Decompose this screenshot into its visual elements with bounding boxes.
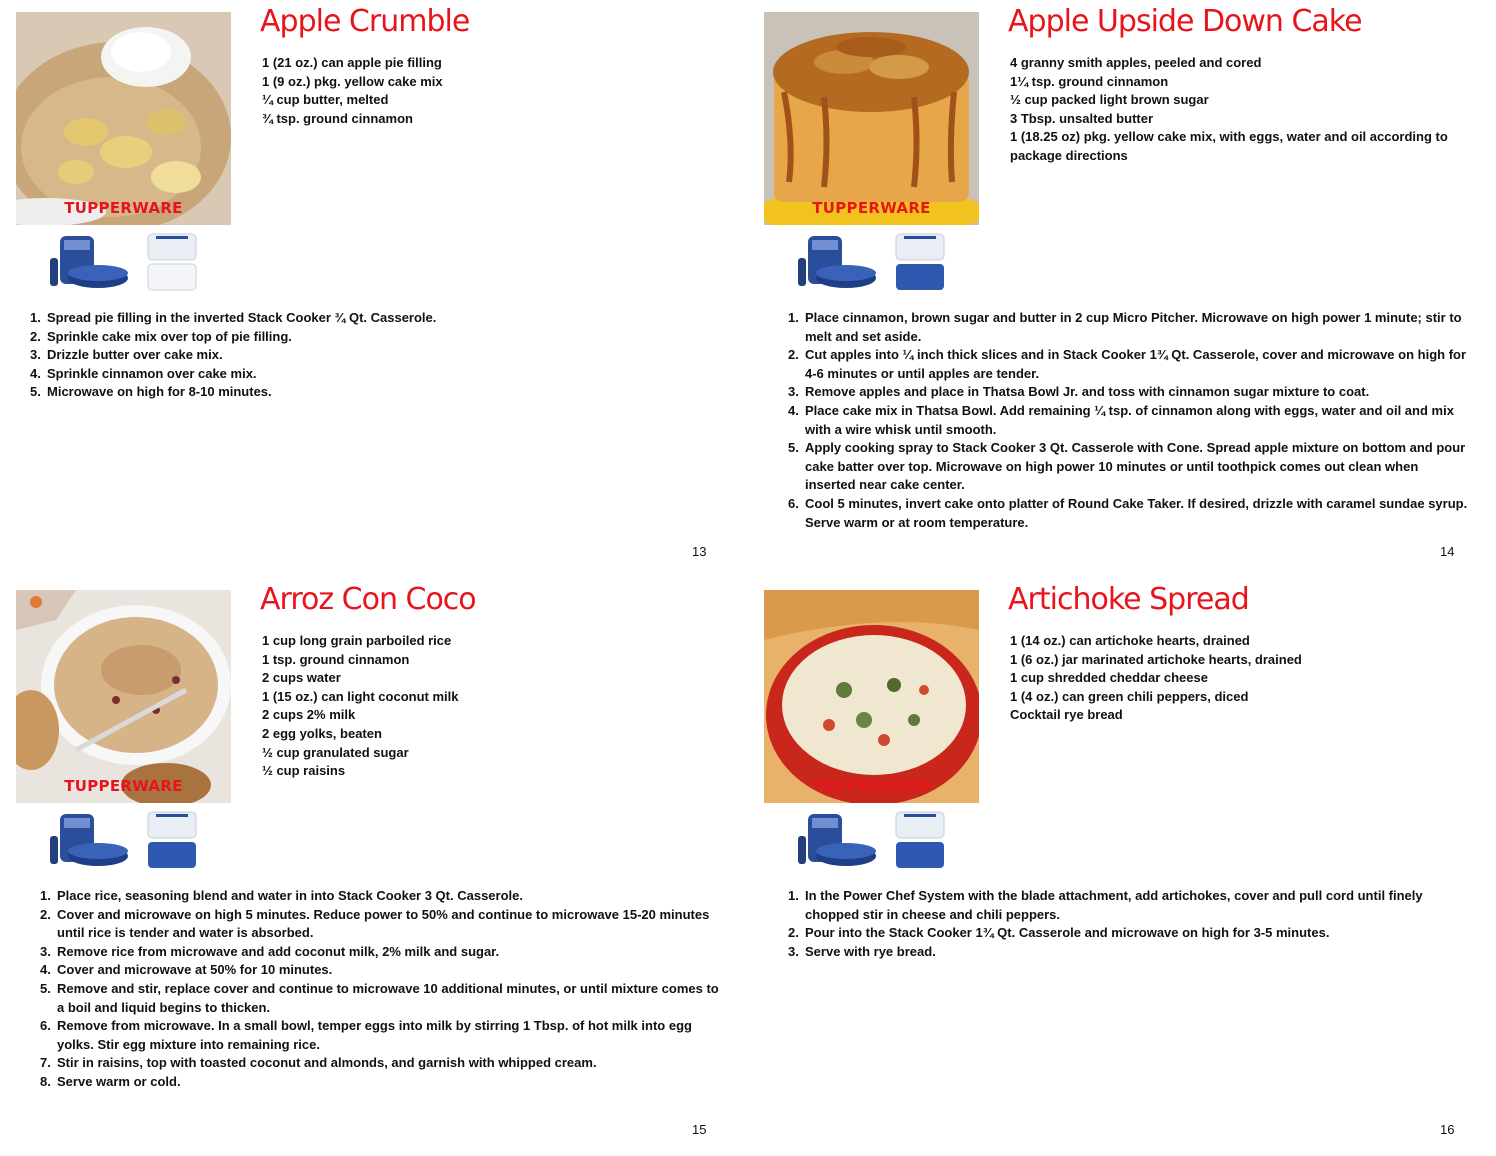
instruction-step: 2. Sprinkle cake mix over top of pie filling. xyxy=(30,328,292,344)
instruction-step: 1. In the Power Chef System with the blade attachment, add artichokes, cover and pull cord until finely chopped stir in cheese and chili peppers. xyxy=(788,888,1423,922)
ingredient-item: 1 tsp. ground cinnamon xyxy=(262,651,410,667)
instruction-step: 2. Pour into the Stack Cooker 1¾ Qt. Casserole and microwave on high for 3-5 minutes. xyxy=(788,925,1330,941)
ingredient-item: 1 (15 oz.) can light coconut milk xyxy=(262,688,459,704)
ingredient-item: ½ cup packed light brown sugar xyxy=(1010,92,1209,108)
instruction-step: 5. Apply cooking spray to Stack Cooker 3 Qt. Casserole with Cone. Spread apple mixture on bottom and pour cake batter over top. Microwave on high power 10 minutes or until toothpick comes out clean when inserted near cake center. xyxy=(788,440,1466,493)
ingredient-item: package directions xyxy=(1010,147,1128,163)
ingredient-list xyxy=(262,632,458,781)
instruction-step: 6. Cool 5 minutes, invert cake onto platter of Round Cake Taker. If desired, drizzle with caramel sundae syrup. Serve warm or at room temperature. xyxy=(788,495,1468,530)
artichoke-spread-image xyxy=(764,590,979,803)
recipe-apple-crumble xyxy=(0,0,748,578)
stack-cooker-product-icon xyxy=(48,806,208,876)
ingredient-item: ½ cup raisins xyxy=(262,763,346,779)
recipe-artichoke-spread xyxy=(748,578,1496,1156)
ingredient-item: 1 (4 oz.) can green chili peppers, diced xyxy=(1010,688,1249,704)
page-number: 15 xyxy=(692,1122,707,1137)
ingredient-item: 2 egg yolks, beaten xyxy=(262,725,382,741)
tupperware-watermark: TUPPERWARE xyxy=(812,199,931,217)
ingredient-item: 2 cups 2% milk xyxy=(262,707,356,723)
instruction-step: 4. Sprinkle cinnamon over cake mix. xyxy=(30,365,257,381)
page-number: 14 xyxy=(1440,544,1455,559)
page-number: 13 xyxy=(692,544,707,559)
instruction-step: 2. Cover and microwave on high 5 minutes. Reduce power to 50% and continue to microwave 15-20 minutes until rice is tender and water is absorbed. xyxy=(40,906,710,941)
recipe-photo xyxy=(764,590,979,803)
instruction-step: 4. Place cake mix in Thatsa Bowl. Add remaining ¼ tsp. of cinnamon along with eggs, water and oil and mix with a wire whisk until smooth. xyxy=(788,402,1454,437)
instruction-step: 4. Cover and microwave at 50% for 10 minutes. xyxy=(40,962,333,978)
ingredient-list xyxy=(1010,632,1302,725)
instruction-step: 1. Place rice, seasoning blend and water in into Stack Cooker 3 Qt. Casserole. xyxy=(40,888,523,903)
instruction-step: 7. Stir in raisins, top with toasted coconut and almonds, and garnish with whipped cream. xyxy=(40,1055,597,1071)
ingredient-item: 1¼ tsp. ground cinnamon xyxy=(1010,73,1169,89)
ingredient-item: Cocktail rye bread xyxy=(1010,707,1123,723)
instruction-step: 6. Remove from microwave. In a small bowl, temper eggs into milk by stirring 1 Tbsp. of hot milk into egg yolks. Stir egg mixture into remaining rice. xyxy=(40,1018,692,1052)
tupperware-watermark: TUPPERWARE xyxy=(64,199,183,217)
apple-upside-down-cake-image xyxy=(764,12,979,225)
ingredient-list xyxy=(1010,54,1448,166)
ingredient-item: ¼ cup butter, melted xyxy=(262,92,389,108)
ingredient-item: ¾ tsp. ground cinnamon xyxy=(262,110,413,126)
instruction-step: 2. Cut apples into ¼ inch thick slices and in Stack Cooker 1¾ Qt. Casserole, cover and microwave on high for 4-6 minutes or until apples are tender. xyxy=(788,347,1467,381)
instruction-list xyxy=(788,887,1468,961)
instruction-step: 1. Place cinnamon, brown sugar and butter in 2 cup Micro Pitcher. Microwave on high power 1 minute; stir to melt and set aside. xyxy=(788,310,1462,344)
ingredient-item: 1 (14 oz.) can artichoke hearts, drained xyxy=(1010,633,1250,648)
recipe-title: Apple Crumble xyxy=(260,4,470,39)
tupperware-watermark: TUPPERWARE xyxy=(64,777,183,795)
instruction-list xyxy=(30,309,720,402)
ingredient-item: 2 cups water xyxy=(262,670,341,686)
recipe-arroz-con-coco xyxy=(0,578,748,1156)
instruction-step: 3. Drizzle butter over cake mix. xyxy=(30,347,223,363)
instruction-step: 5. Remove and stir, replace cover and continue to microwave 10 additional minutes, or until mixture comes to a boil and liquid begins to thicken. xyxy=(40,980,719,1015)
recipe-title: Apple Upside Down Cake xyxy=(1008,4,1362,39)
instruction-step: 3. Remove apples and place in Thatsa Bowl Jr. and toss with cinnamon sugar mixture to coat. xyxy=(788,384,1370,400)
recipe-title: Arroz Con Coco xyxy=(260,582,476,617)
stack-cooker-product-icon xyxy=(796,228,956,298)
tupperware-watermark: TUPPERWARE xyxy=(812,777,931,795)
recipe-photo xyxy=(16,590,231,803)
recipe-title: Artichoke Spread xyxy=(1008,582,1249,617)
recipe-photo xyxy=(16,12,231,225)
ingredient-list xyxy=(262,54,443,128)
recipe-apple-upside-down-cake xyxy=(748,0,1496,578)
instruction-step: 5. Microwave on high for 8-10 minutes. xyxy=(30,384,272,400)
recipe-photo xyxy=(764,12,979,225)
ingredient-item: 1 (21 oz.) can apple pie filling xyxy=(262,55,442,70)
instruction-step: 1. Spread pie filling in the inverted Stack Cooker ¾ Qt. Casserole. xyxy=(30,310,437,325)
page-number: 16 xyxy=(1440,1122,1455,1137)
arroz-con-coco-image xyxy=(16,590,231,803)
ingredient-item: 1 (9 oz.) pkg. yellow cake mix xyxy=(262,73,443,89)
ingredient-item: 4 granny smith apples, peeled and cored xyxy=(1010,55,1262,70)
instruction-list xyxy=(788,309,1468,532)
instruction-list xyxy=(40,887,720,1092)
instruction-step: 3. Remove rice from microwave and add coconut milk, 2% milk and sugar. xyxy=(40,943,500,959)
stack-cooker-product-icon xyxy=(796,806,956,876)
ingredient-item: 1 (18.25 oz) pkg. yellow cake mix, with eggs, water and oil according to xyxy=(1010,129,1448,145)
ingredient-item: 1 cup shredded cheddar cheese xyxy=(1010,670,1208,686)
apple-crumble-image xyxy=(16,12,231,225)
instruction-step: 3. Serve with rye bread. xyxy=(788,943,936,959)
ingredient-item: 1 (6 oz.) jar marinated artichoke hearts, drained xyxy=(1010,651,1302,667)
stack-cooker-product-icon xyxy=(48,228,208,298)
instruction-step: 8. Serve warm or cold. xyxy=(40,1073,181,1089)
ingredient-item: ½ cup granulated sugar xyxy=(262,744,409,760)
ingredient-item: 1 cup long grain parboiled rice xyxy=(262,633,452,648)
ingredient-item: 3 Tbsp. unsalted butter xyxy=(1010,110,1154,126)
